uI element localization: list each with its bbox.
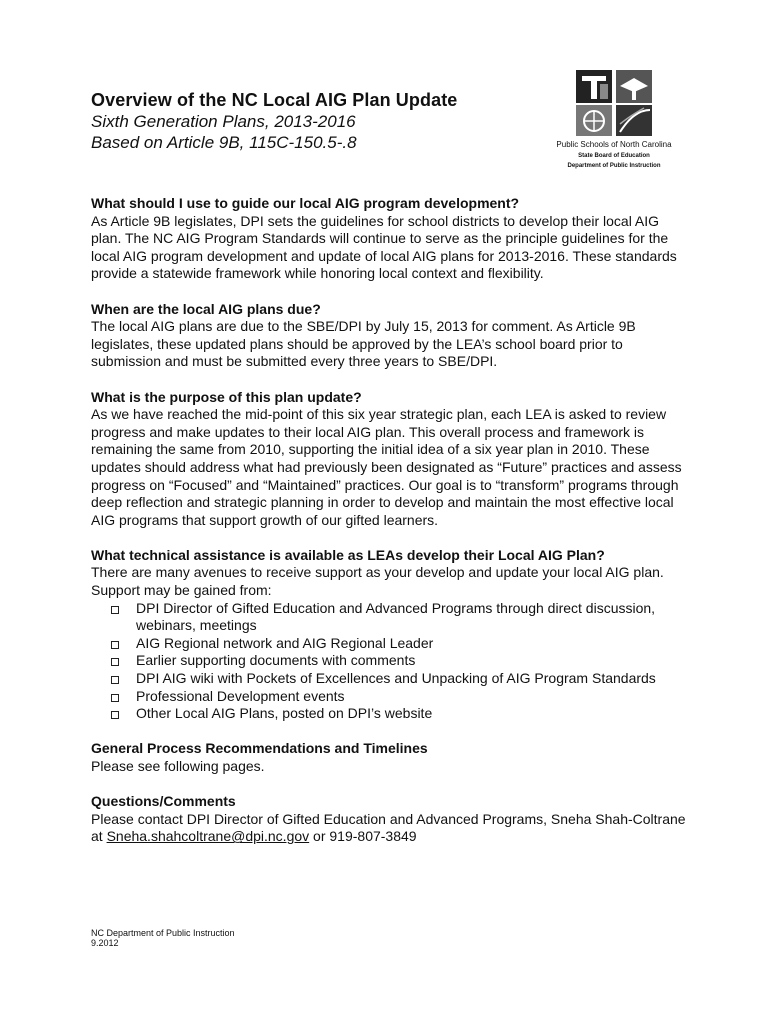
list-item: Other Local AIG Plans, posted on DPI’s website [91,705,691,723]
document-title: Overview of the NC Local AIG Plan Update [91,90,458,110]
section-heading-due: When are the local AIG plans due? [91,300,321,317]
page-footer [91,928,235,948]
section-heading-assistance: What technical assistance is available as LEAs develop their Local AIG Plan? [91,546,605,563]
logo-line-state-board: State Board of Education [578,152,650,159]
nc-dpi-logo [548,68,680,171]
nc-dpi-emblem-icon [574,68,654,138]
footer-date: 9.2012 [91,938,119,948]
document-subtitle-article: Based on Article 9B, 115C-150.5-.8 [91,133,357,152]
square-bullet-icon [111,641,119,649]
contact-email-link[interactable]: Sneha.shahcoltrane@dpi.nc.gov [106,828,310,845]
square-bullet-icon [111,694,119,702]
document-body [91,195,691,864]
list-item: DPI AIG wiki with Pockets of Excellences and Unpacking of AIG Program Standards [91,670,691,688]
section-heading-guide: What should I use to guide our local AIG program development? [91,195,520,211]
section-text-assistance: There are many avenues to receive support as your develop and update your local AIG plan. Support may be gained from: [91,564,664,599]
section-text-guide: As Article 9B legislates, DPI sets the guidelines for school districts to develop their local AIG plan. The NC AIG Program Standards will continue to serve as the principle guidelines for the local AIG program development and update of local AIG plans for 2013-2016. These standards provide a statewide framework while honoring local context and flexibility. [91,212,677,282]
list-item: Professional Development events [91,688,691,706]
square-bullet-icon [111,711,119,719]
logo-line-department: Department of Public Instruction [567,163,661,169]
square-bullet-icon [111,658,119,666]
section-text-process: Please see following pages. [91,758,265,774]
section-text-purpose: As we have reached the mid-point of this six year strategic plan, each LEA is asked to review progress and make updates to their local AIG plan. This overall process and framework is remaining the same from 2010, supporting the initial idea of a six year plan in 2010. These updates should address what had previously been designated as “Future” practices and assess progress on “Focused” and “Maintained” practices. Our goal is to “transform” programs through deep reflection and strategic planning in order to develop and maintain the most effective local AIG programs that support growth of our gifted learners. [91,406,682,528]
section-text-due: The local AIG plans are due to the SBE/DPI by July 15, 2013 for comment. As Article 9B legislates, these updated plans should be approved by the LEA’s school board prior to submission and must be submitted every three years to SBE/DPI. [91,318,636,370]
list-item: DPI Director of Gifted Education and Advanced Programs through direct discussion, webinars, meetings [91,600,691,635]
section-heading-process: General Process Recommendations and Timelines [91,740,428,757]
square-bullet-icon [111,676,119,684]
section-heading-purpose: What is the purpose of this plan update? [91,388,362,405]
document-subtitle: Sixth Generation Plans, 2013-2016 [91,112,356,131]
list-item: Earlier supporting documents with comments [91,652,691,670]
square-bullet-icon [111,606,119,614]
section-text-questions: Please contact DPI Director of Gifted Education and Advanced Programs, Sneha Shah-Coltrane at Sneha.shahcoltrane@dpi.nc.gov or 919-807-3849 [91,810,686,845]
footer-organization: NC Department of Public Instruction [91,928,235,938]
section-heading-questions: Questions/Comments [91,793,236,810]
logo-line-public-schools: Public Schools of North Carolina [556,140,672,149]
assistance-list [91,600,691,723]
list-item: AIG Regional network and AIG Regional Leader [91,635,691,653]
